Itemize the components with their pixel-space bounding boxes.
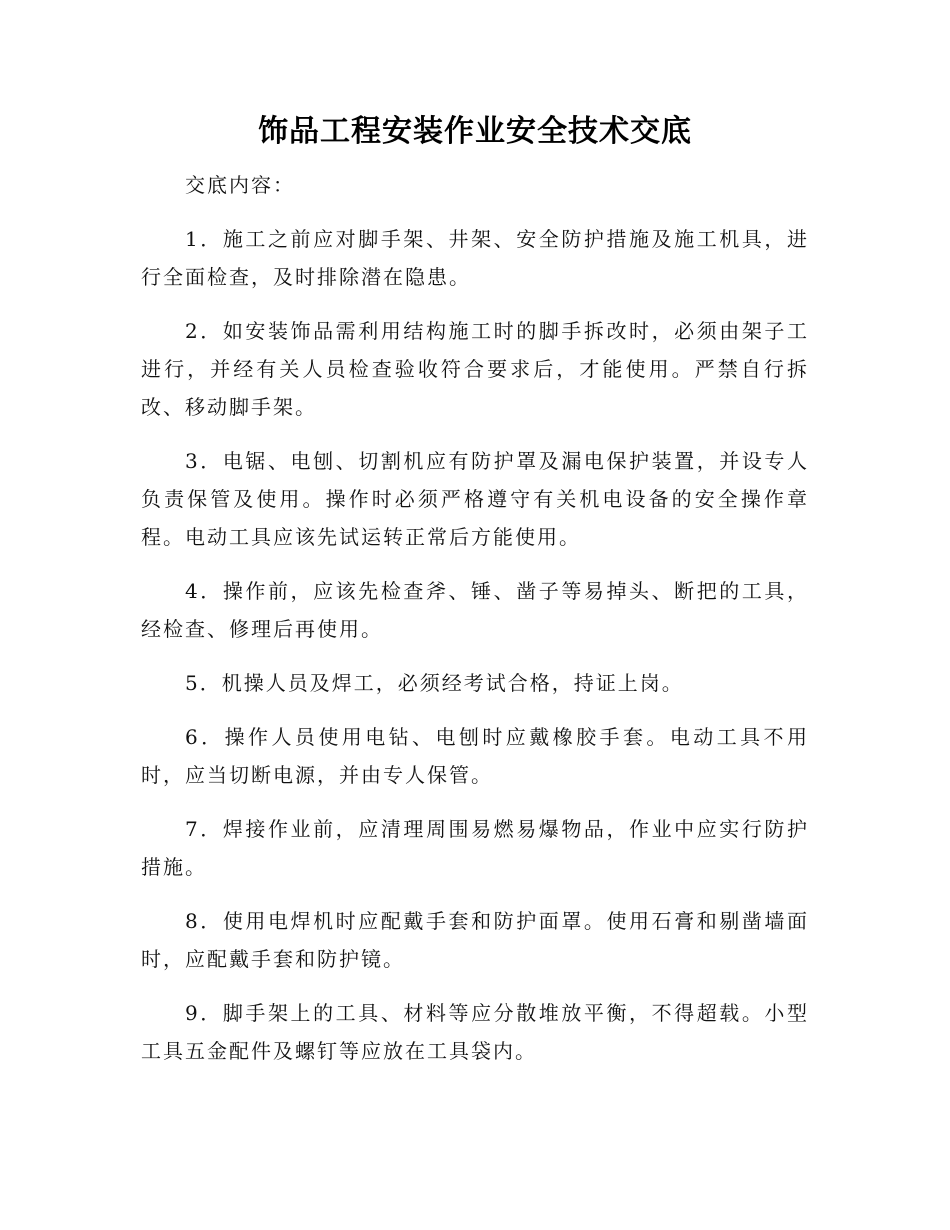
list-item: 8．使用电焊机时应配戴手套和防护面罩。使用石膏和剔凿墙面时，应配戴手套和防护镜。 — [141, 909, 809, 971]
document-body — [141, 166, 809, 1086]
list-item: 3．电锯、电刨、切割机应有防护罩及漏电保护装置，并设专人负责保管及使用。操作时必须严格遵守有关机电设备的安全操作章程。电动工具应该先试运转正常后方能使用。 — [141, 449, 809, 549]
list-item: 5．机操人员及焊工，必须经考试合格，持证上岗。 — [185, 671, 684, 695]
list-item: 2．如安装饰品需利用结构施工时的脚手拆改时，必须由架子工进行，并经有关人员检查验收符合要求后，才能使用。严禁自行拆改、移动脚手架。 — [141, 319, 809, 419]
list-item: 9．脚手架上的工具、材料等应分散堆放平衡，不得超载。小型工具五金配件及螺钉等应放在工具袋内。 — [141, 1001, 809, 1063]
list-item: 1．施工之前应对脚手架、井架、安全防护措施及施工机具，进行全面检查，及时排除潜在隐患。 — [141, 227, 809, 289]
list-item: 4．操作前，应该先检查斧、锤、凿子等易掉头、断把的工具，经检查、修理后再使用。 — [141, 579, 809, 641]
list-item: 6．操作人员使用电钻、电刨时应戴橡胶手套。电动工具不用时，应当切断电源，并由专人保管。 — [141, 725, 809, 787]
list-item: 7．焊接作业前，应清理周围易燃易爆物品，作业中应实行防护措施。 — [141, 817, 809, 879]
document-title: 饰品工程安装作业安全技术交底 — [258, 114, 692, 149]
intro-paragraph: 交底内容： — [185, 173, 295, 197]
